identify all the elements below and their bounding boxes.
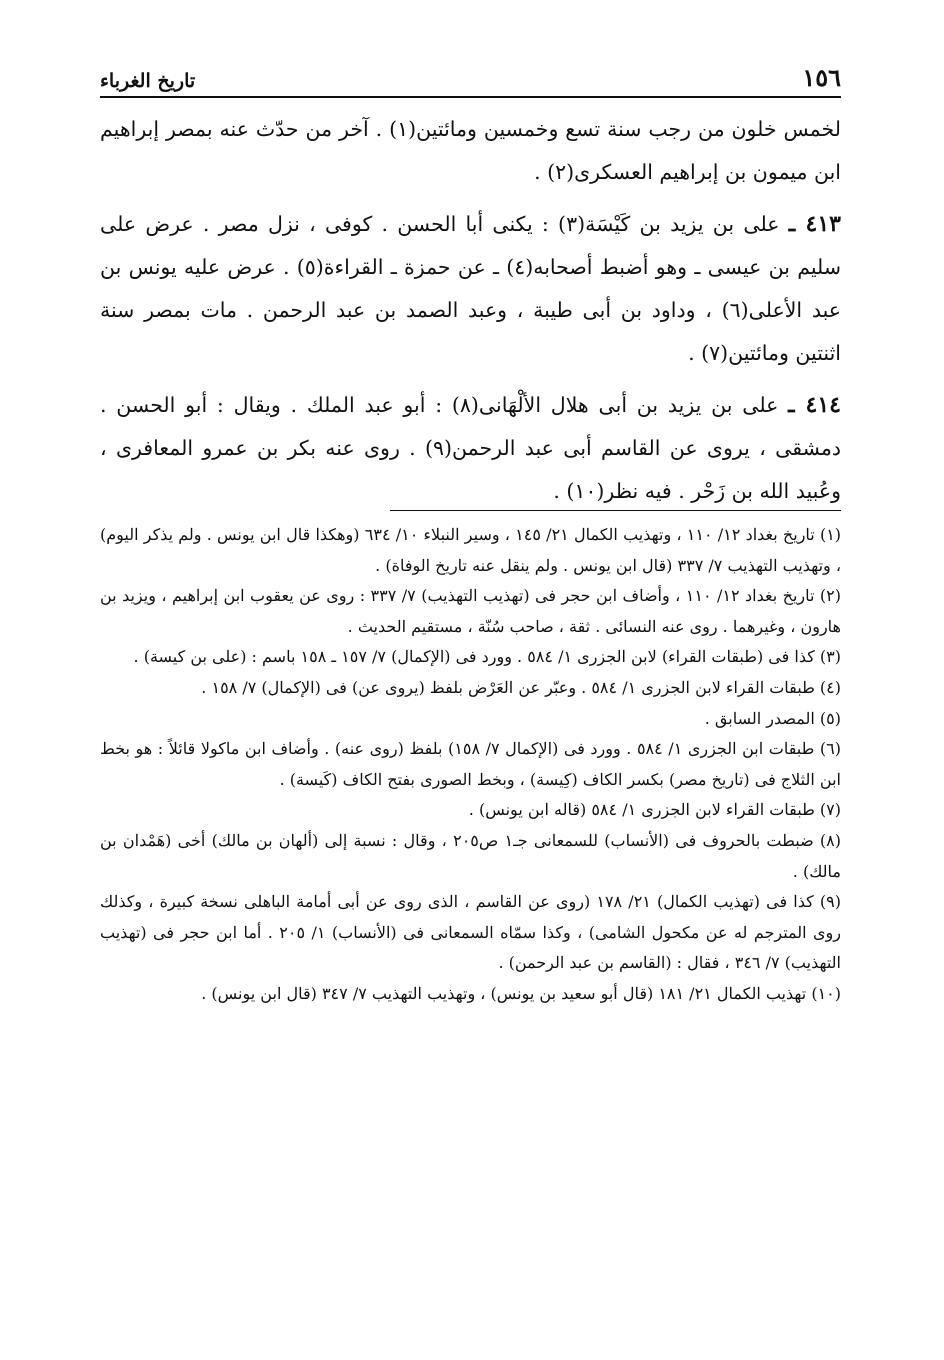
- main-text: [100, 108, 841, 522]
- entry-number: ٤١٣ ـ: [788, 211, 841, 237]
- book-title: تاريخ الغرباء: [100, 70, 196, 92]
- footnote-4: (٤) طبقات القراء لابن الجزرى ١/ ٥٨٤ . وعبّر عن العَرْض بلفظ (يروى عن) فى (الإكمال) ٧/ ١٥٨ .: [201, 677, 841, 697]
- footnote-8: (٨) ضبطت بالحروف فى (الأنساب) للسمعانى جـ١ ص٢٠٥ ، وقال : نسبة إلى (ألهان بن مالك) أخى (هَمْدان بن مالك) .: [100, 830, 841, 881]
- paragraph-continuation: [100, 108, 841, 194]
- footnote-1: (١) تاريخ بغداد ١٢/ ١١٠ ، وتهذيب الكمال ٢١/ ١٤٥ ، وسير النبلاء ١٠/ ٦٣٤ (وهكذا قال ابن يونس . ولم يذكر اليوم) ، وتهذيب التهذيب ٧/ ٣٣٧ (قال ابن يونس . ولم ينقل عنه تاريخ الوفاة) .: [100, 525, 842, 575]
- page-number: ١٥٦: [802, 63, 841, 92]
- footnotes: [100, 520, 841, 1010]
- footnote-3: (٣) كذا فى (طبقات القراء) لابن الجزرى ١/ ٥٨٤ . وورد فى (الإكمال) ٧/ ١٥٧ ـ ١٥٨ باسم : (على بن كيسة) .: [133, 647, 841, 667]
- footnote-10: (١٠) تهذيب الكمال ٢١/ ١٨١ (قال أبو سعيد بن يونس) ، وتهذيب التهذيب ٧/ ٣٤٧ (قال ابن يونس) .: [201, 983, 841, 1003]
- footnote-2: (٢) تاريخ بغداد ١٢/ ١١٠ ، وأضاف ابن حجر فى (تهذيب التهذيب) ٧/ ٣٣٧ : روى عن يعقوب ابن إبراهيم ، ويزيد بن هارون ، وغيرهما . روى عنه النسائى . ثقة ، صاحب سُنّة ، مستقيم الحديث .: [100, 586, 841, 636]
- entry-number: ٤١٤ ـ: [788, 392, 841, 418]
- footnote-9: (٩) كذا فى (تهذيب الكمال) ٢١/ ١٧٨ (روى عن القاسم ، الذى روى عن أبى أمامة الباهلى نسخة كبيرة ، وكذلك روى المترجم له عن مكحول الشامى) ، وكذا سمّاه السمعانى فى (الأنساب) ١/ ٢٠٥ . أما ابن حجر فى (تهذيب التهذيب) ٧/ ٣٤٦ ، فقال : (القاسم بن عبد الرحمن) .: [100, 892, 842, 973]
- paragraph-text: لخمس خلون من رجب سنة تسع وخمسين ومائتين(١) . آخر من حدّث عنه بمصر إبراهيم ابن ميمون بن إبراهيم العسكرى(٢) .: [100, 117, 842, 184]
- footnote-6: (٦) طبقات ابن الجزرى ١/ ٥٨٤ . وورد فى (الإكمال ٧/ ١٥٨) بلفظ (روى عنه) . وأضاف ابن ماكولا قائلاً : هو بخط ابن الثلاج فى (تاريخ مصر) بكسر الكاف (كِيسة) ، وبخط الصورى بفتح الكاف (كَيسة) .: [100, 739, 842, 789]
- footnote-7: (٧) طبقات القراء لابن الجزرى ١/ ٥٨٤ (قاله ابن يونس) .: [468, 800, 841, 820]
- footnote-divider: [390, 510, 841, 511]
- entry-414: [100, 384, 841, 513]
- footnote-5: (٥) المصدر السابق .: [704, 708, 841, 728]
- entry-413: [100, 203, 841, 375]
- paragraph-text: على بن يزيد بن كَيْسَة(٣) : يكنى أبا الحسن . كوفى ، نزل مصر . عرض على سليم بن عيسى ـ وهو أضبط أصحابه(٤) ـ عن حمزة ـ القراءة(٥) . عرض عليه يونس بن عبد الأعلى(٦) ، وداود بن أبى طيبة ، وعبد الصمد بن عبد الرحمن . مات بمصر سنة اثنتين ومائتين(٧) .: [100, 212, 841, 365]
- paragraph-text: على بن يزيد بن أبى هلال الألْهَانى(٨) : أبو عبد الملك . ويقال : أبو الحسن . دمشقى ، يروى عن القاسم أبى عبد الرحمن(٩) . روى عنه بكر بن عمرو المعافرى ، وعُبيد الله بن زَحْر . فيه نظر(١٠) .: [100, 393, 841, 503]
- page-header: [100, 56, 841, 98]
